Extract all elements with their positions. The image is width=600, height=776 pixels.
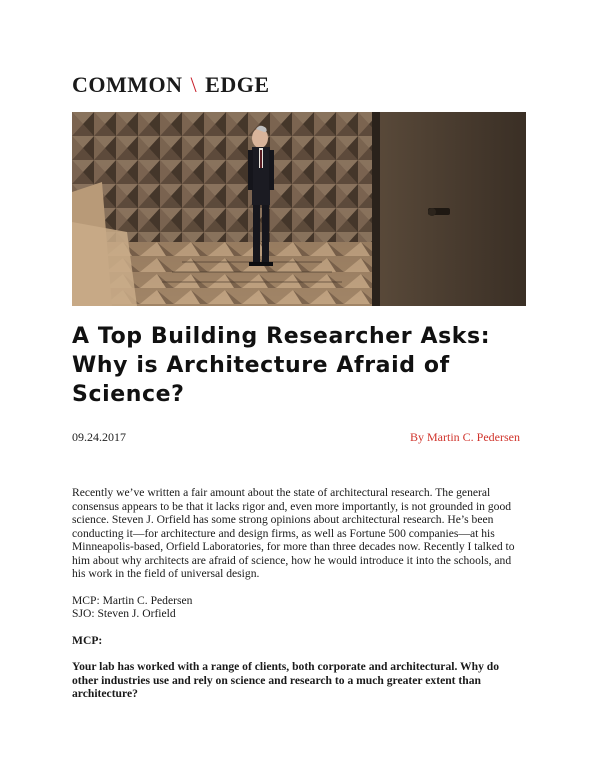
masthead-right: EDGE <box>205 72 270 97</box>
key-line: MCP: Martin C. Pedersen <box>72 593 193 607</box>
question-line: Your lab has worked with a range of clients, both corporate and architectural. Why do <box>72 660 500 673</box>
text-line: Recently we’ve written a fair amount about the state of architectural research. The general <box>72 486 491 499</box>
question-line: other industries use and rely on science and research to a much greater extent than <box>72 673 481 687</box>
masthead-left: COMMON <box>72 72 183 97</box>
text-line: consensus appears to be that it lacks rigor and, even more importantly, is not grounded in good <box>72 499 512 513</box>
question-paragraph <box>72 660 530 701</box>
masthead-separator: \ <box>190 72 198 97</box>
title-line: Science? <box>72 382 185 407</box>
speaker-label: MCP: <box>72 633 103 647</box>
text-line: his work in the field of universal design. <box>72 567 260 580</box>
text-line: him about why architects are afraid of science, how he would introduce it into the schools, and <box>72 553 512 567</box>
text-line: Minneapolis-based, Orfield Laboratories, for more than three decades now. Recently I talked to <box>72 540 515 553</box>
masthead-logo <box>72 72 270 98</box>
article-title <box>72 322 542 409</box>
title-line: Why is Architecture Afraid of <box>72 353 450 378</box>
title-line: A Top Building Researcher Asks: <box>72 324 491 349</box>
key-line: SJO: Steven J. Orfield <box>72 607 176 620</box>
intro-paragraph <box>72 486 530 581</box>
article-body <box>72 486 530 714</box>
question-line: architecture? <box>72 687 138 700</box>
speaker-key <box>72 594 530 621</box>
text-line: conducting it—for architecture and design firms, as well as Fortune 500 companies—at his <box>72 526 495 540</box>
publish-date: 09.24.2017 <box>72 430 126 444</box>
hero-image <box>72 112 526 306</box>
author-byline: By Martin C. Pedersen <box>410 430 520 444</box>
text-line: science. Steven J. Orfield has some strong opinions about architectural research. He’s been <box>72 513 494 526</box>
